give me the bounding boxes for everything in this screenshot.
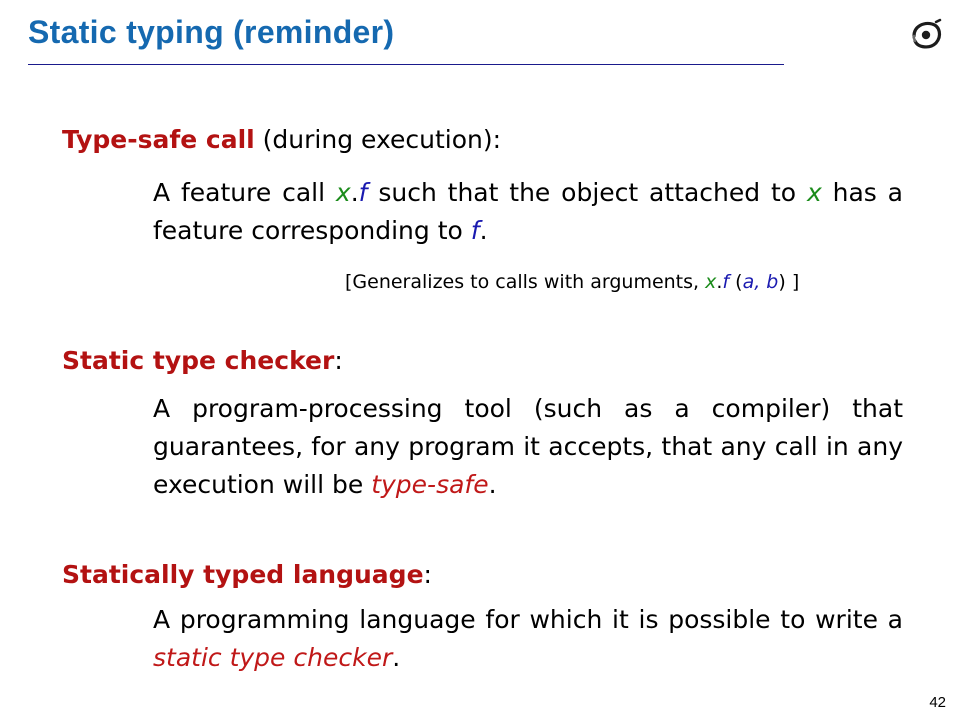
static-type-checker-heading xyxy=(62,345,343,377)
note-paren-open: ( xyxy=(729,271,743,293)
code-feature-f: f xyxy=(358,178,368,207)
definition-text: A programming language for which it is possible to write a xyxy=(153,605,903,634)
slide-title: Static typing (reminder) xyxy=(28,14,395,50)
definition-end: . xyxy=(488,470,497,499)
type-safe-call-definition xyxy=(153,174,903,250)
note-code-args: a, b xyxy=(742,271,779,293)
statically-typed-language-heading xyxy=(62,559,432,591)
type-safe-call-heading-rest: (during execution): xyxy=(254,125,502,154)
note-text: [Generalizes to calls with arguments, xyxy=(345,271,706,293)
static-type-checker-heading-rest: : xyxy=(334,346,343,375)
type-safe-call-heading xyxy=(62,124,501,156)
definition-end: . xyxy=(392,643,401,672)
code-x: x xyxy=(806,178,822,207)
title-underline xyxy=(28,64,784,65)
note-paren-close: ) xyxy=(778,271,786,293)
statically-typed-language-term: Statically typed language xyxy=(62,560,424,589)
generalization-note xyxy=(345,268,799,296)
static-type-checker-emphasis: static type checker xyxy=(153,643,393,672)
note-code-dot: . xyxy=(716,271,723,293)
code-f: f xyxy=(470,216,480,245)
definition-text: A program-processing tool (such as a compiler) that guarantees, for any program it accepts, that any call in any execution will be xyxy=(153,394,903,499)
statically-typed-language-definition xyxy=(153,601,903,677)
definition-text: has a feature corresponding to xyxy=(153,178,903,245)
definition-end: . xyxy=(479,216,488,245)
page-number: 42 xyxy=(929,694,946,711)
note-code-feature-f: f xyxy=(722,271,730,293)
definition-text: A feature call xyxy=(153,178,336,207)
code-dot: . xyxy=(350,178,359,207)
static-type-checker-term: Static type checker xyxy=(62,346,335,375)
definition-text: such that the object attached to xyxy=(367,178,807,207)
code-target-x: x xyxy=(335,178,351,207)
eiffel-logo-icon xyxy=(906,16,946,52)
note-close: ] xyxy=(785,271,800,293)
static-type-checker-definition xyxy=(153,390,903,504)
type-safe-emphasis: type-safe xyxy=(371,470,489,499)
note-code-target-x: x xyxy=(705,271,717,293)
statically-typed-language-heading-rest: : xyxy=(423,560,432,589)
type-safe-call-term: Type-safe call xyxy=(62,125,255,154)
